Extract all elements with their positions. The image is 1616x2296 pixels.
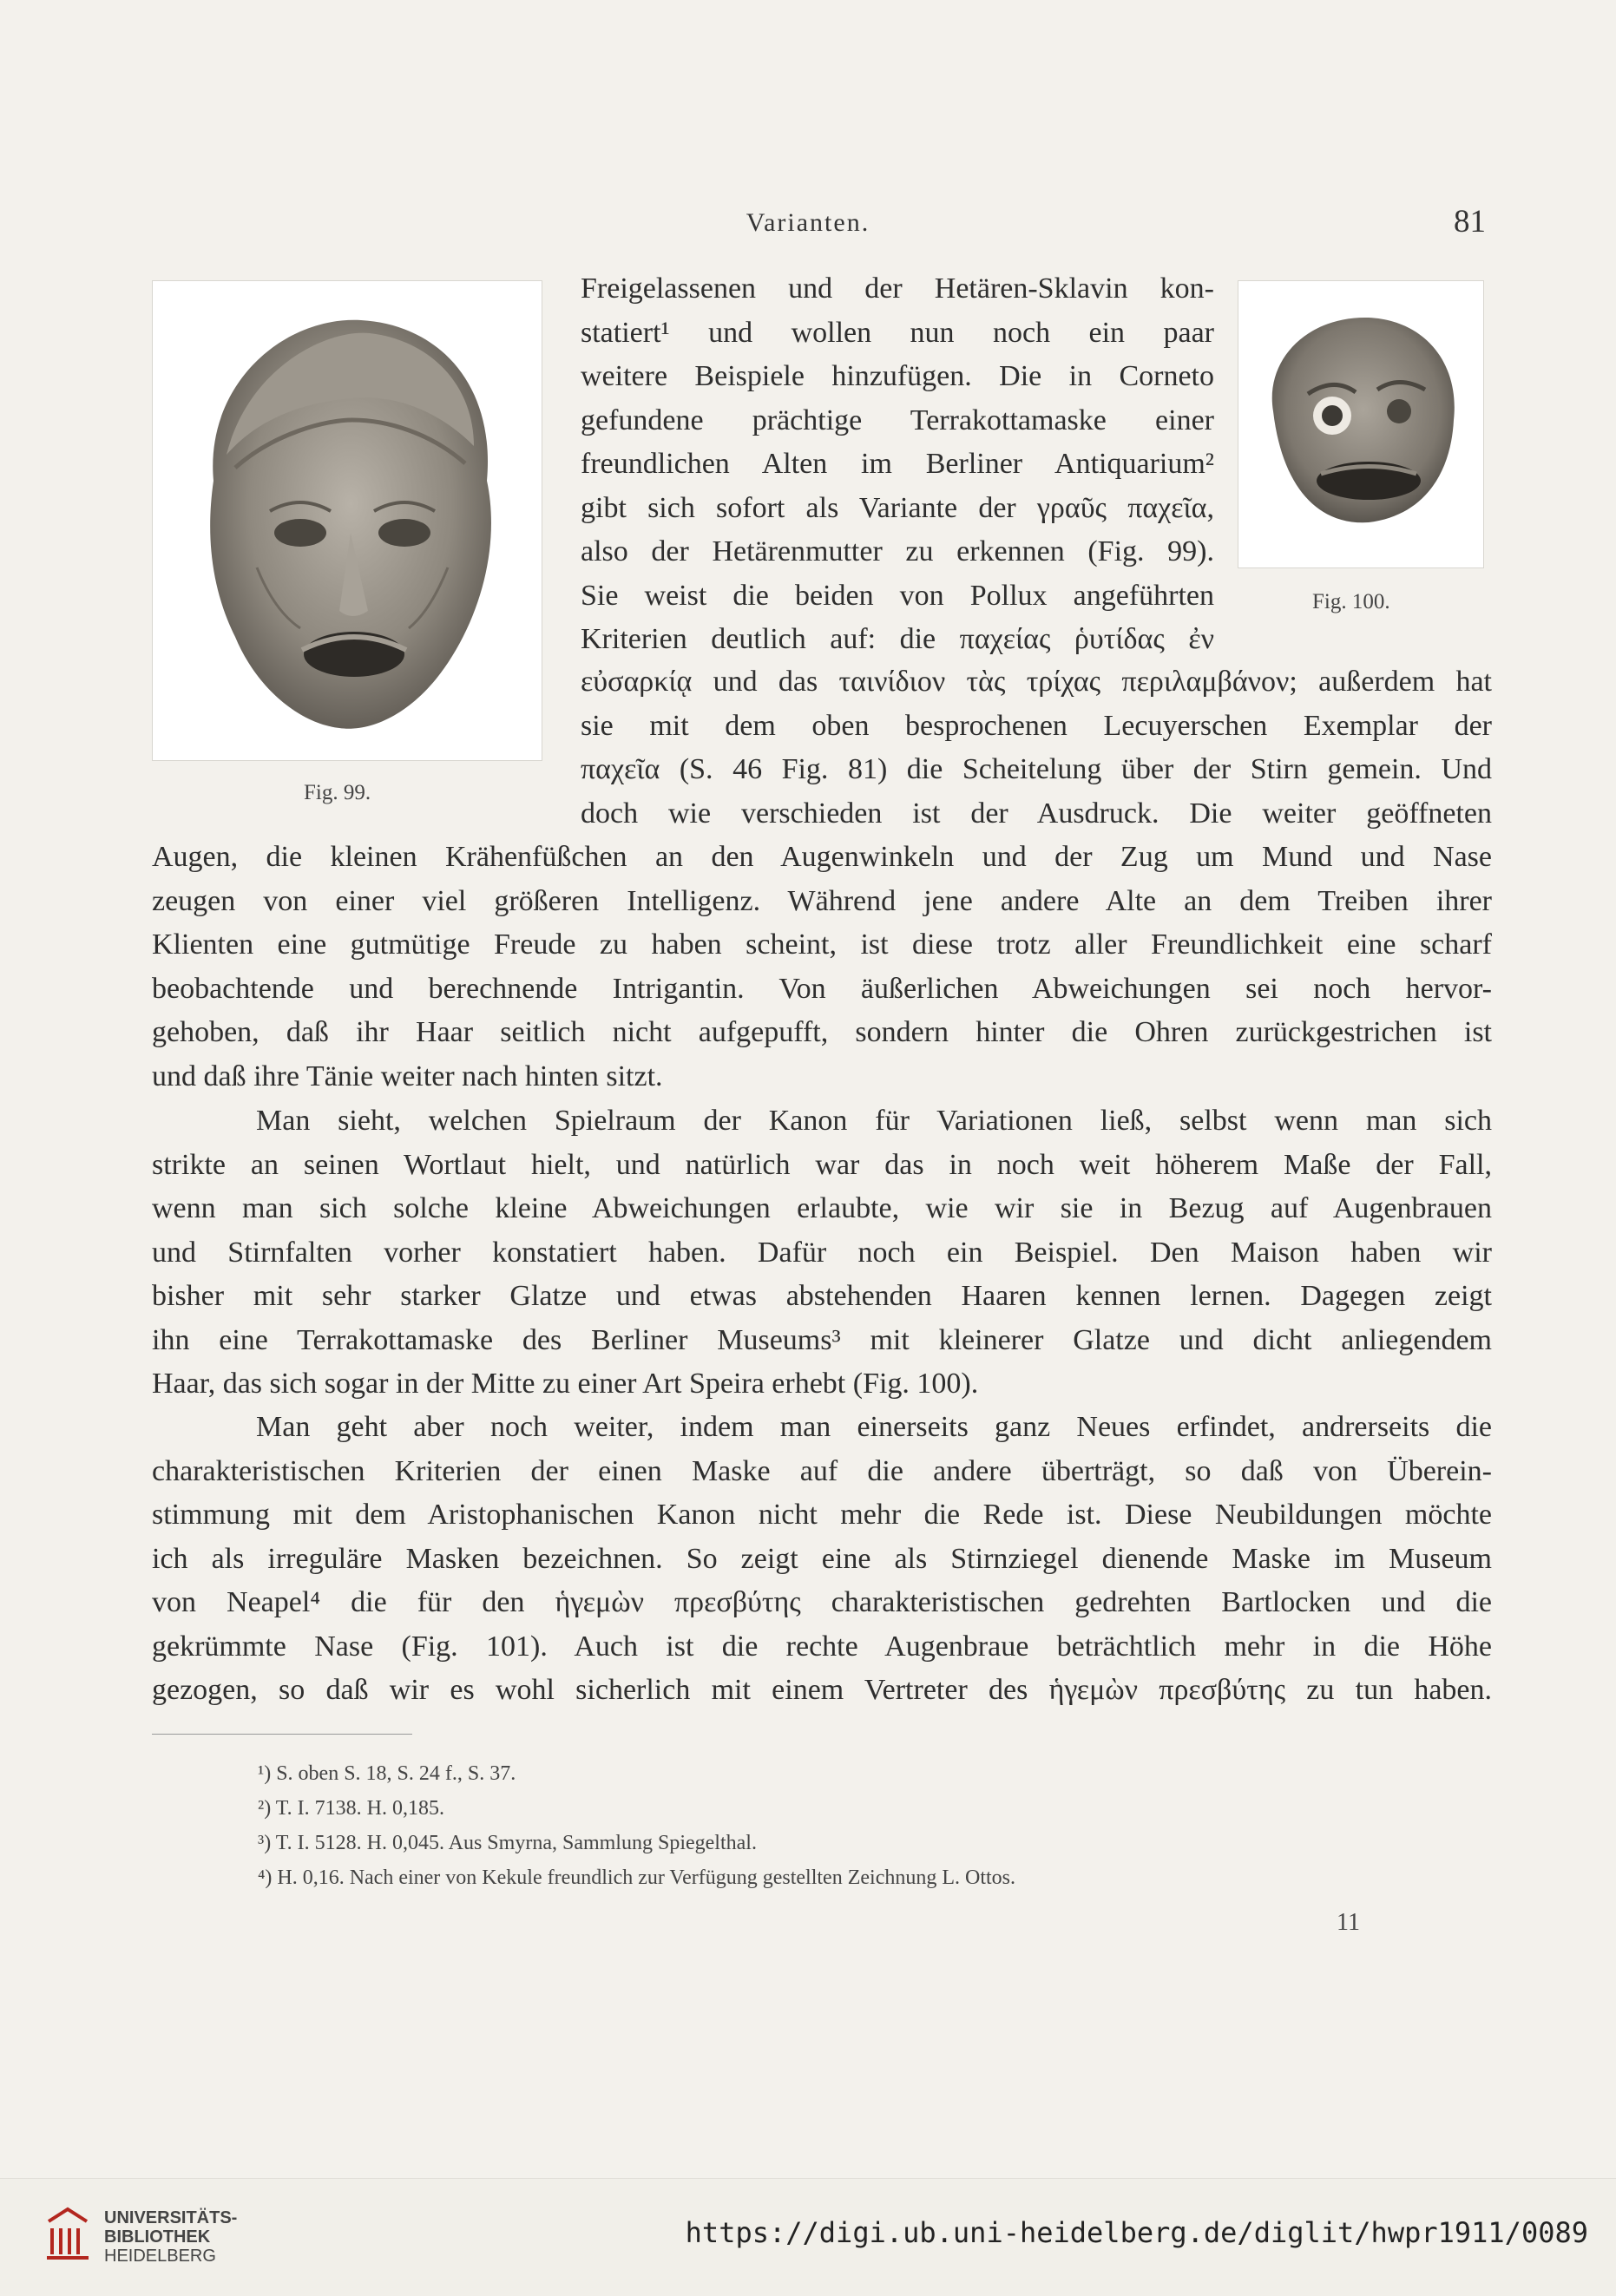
paragraph-3: [152, 1406, 1492, 1713]
text-line: freundlichen Alten im Berliner Antiquarium²: [581, 448, 1214, 480]
text-line: und daß ihre Tänie weiter nach hinten sitzt.: [152, 1059, 663, 1092]
figure-100-caption: Fig. 100.: [1312, 590, 1390, 613]
text-line: ich als irreguläre Masken bezeichnen. So zeigt eine als Stirnziegel dienende Maske im Museum: [152, 1542, 1492, 1575]
library-name-line: BIBLIOTHEK: [104, 2227, 211, 2247]
text-line: gefundene prächtige Terrakottamaske einer: [581, 403, 1214, 436]
text-line: παχεῖα (S. 46 Fig. 81) die Scheitelung über der Stirn gemein. Und: [581, 753, 1492, 785]
text-line: Man sieht, welchen Spielraum der Kanon für Variationen ließ, selbst wenn man sich: [256, 1105, 1492, 1137]
footnotes: [258, 1756, 1015, 1895]
text-line: Freigelassenen und der Hetären-Sklavin kon-: [581, 272, 1214, 305]
text-line: bisher mit sehr starker Glatze und etwas abstehenden Haaren kennen lernen. Dagegen zeigt: [152, 1280, 1492, 1312]
library-name-line: UNIVERSITÄTS-: [104, 2208, 238, 2227]
figure-99-image: [152, 280, 542, 761]
text-line: weitere Beispiele hinzufügen. Die in Corneto: [581, 360, 1214, 392]
text-line: Haar, das sich sogar in der Mitte zu einer Art Speira erhebt (Fig. 100).: [152, 1368, 979, 1400]
text-line: gekrümmte Nase (Fig. 101). Auch ist die rechte Augenbraue beträchtlich mehr in die Höhe: [152, 1630, 1492, 1663]
figure-100-image: [1238, 280, 1484, 568]
text-line: εὐσαρκίᾳ und das ταινίδιον τὰς τρίχας περιλαμβάνον; außerdem hat: [581, 666, 1492, 698]
text-line: also der Hetärenmutter zu erkennen (Fig. 99).: [581, 535, 1214, 567]
permalink-url[interactable]: https://digi.ub.uni-heidelberg.de/diglit/hwpr1911/0089: [685, 2216, 1588, 2249]
mask-old-woman-illustration: [153, 281, 542, 760]
running-header: Varianten.: [746, 208, 870, 237]
text-column-wide: [581, 660, 1492, 836]
text-line: charakteristischen Kriterien der einen Maske auf die andere überträgt, so daß von Überein-: [152, 1454, 1492, 1487]
text-line: zeugen von einer viel größeren Intelligenz. Während jene andere Alte an dem Treiben ihrer: [152, 884, 1492, 917]
text-line: sie mit dem oben besprochenen Lecuyerschen Exemplar der: [581, 709, 1492, 742]
text-line: von Neapel⁴ die für den ἡγεμὼν πρεσβύτης charakteristischen gedrehten Bartlocken und die: [152, 1586, 1492, 1618]
mask-maison-illustration: [1238, 281, 1483, 567]
footnote-3: ³) T. I. 5128. H. 0,045. Aus Smyrna, Sammlung Spiegelthal.: [258, 1832, 757, 1854]
text-line: und Stirnfalten vorher konstatiert haben. Dafür noch ein Beispiel. Den Maison haben wir: [152, 1236, 1492, 1269]
paragraph-1: [152, 836, 1492, 1099]
text-line: beobachtende und berechnende Intrigantin. Von äußerlichen Abweichungen sei noch hervor-: [152, 972, 1492, 1005]
footnote-divider: [152, 1734, 412, 1735]
text-line: strikte an seinen Wortlaut hielt, und natürlich war das in noch weit höherem Maße der Fall,: [152, 1148, 1492, 1181]
footnote-1: ¹) S. oben S. 18, S. 24 f., S. 37.: [258, 1762, 516, 1785]
footnote-2: ²) T. I. 7138. H. 0,185.: [258, 1797, 444, 1820]
page-number: 81: [1454, 204, 1486, 239]
signature-mark: 11: [1337, 1909, 1360, 1936]
footnote-4: ⁴) H. 0,16. Nach einer von Kekule freundlich zur Verfügung gestellten Zeichnung L. Ottos.: [258, 1866, 1016, 1889]
text-line: Sie weist die beiden von Pollux angeführten: [581, 579, 1214, 612]
text-line: Klienten eine gutmütige Freude zu haben scheint, ist diese trotz aller Freundlichkeit eine scharf: [152, 928, 1492, 961]
library-name-line: HEIDELBERG: [104, 2247, 216, 2266]
text-line: Man geht aber noch weiter, indem man einerseits ganz Neues erfindet, andrerseits die: [256, 1411, 1492, 1443]
text-line: ihn eine Terrakottamaske des Berliner Museums³ mit kleinerer Glatze und dicht anliegendem: [152, 1323, 1492, 1356]
text-line: Kriterien deutlich auf: die παχείας ῥυτίδας ἐν: [581, 623, 1214, 655]
figure-99-caption: Fig. 99.: [304, 781, 371, 804]
text-line: gibt sich sofort als Variante der γραῦς παχεῖα,: [581, 491, 1214, 524]
text-line: gehoben, daß ihr Haar seitlich nicht aufgepufft, sondern hinter die Ohren zurückgestrichen ist: [152, 1016, 1492, 1048]
library-name[interactable]: [104, 2208, 237, 2266]
text-line: doch wie verschieden ist der Ausdruck. Die weiter geöffneten: [581, 797, 1492, 830]
text-line: stimmung mit dem Aristophanischen Kanon nicht mehr die Rede ist. Diese Neubildungen möchte: [152, 1499, 1492, 1531]
text-line: wenn man sich solche kleine Abweichungen erlaubte, wie wir sie in Bezug auf Augenbrauen: [152, 1192, 1492, 1224]
library-logo-icon[interactable]: [42, 2204, 94, 2265]
text-column-middle: [581, 267, 1214, 662]
text-line: gezogen, so daß wir es wohl sicherlich mit einem Vertreter des ἡγεμὼν πρεσβύτης zu tun haben.: [152, 1674, 1492, 1706]
text-line: Augen, die kleinen Krähenfüßchen an den Augenwinkeln und der Zug um Mund und Nase: [152, 841, 1492, 873]
text-line: statiert¹ und wollen nun noch ein paar: [581, 316, 1214, 349]
paragraph-2: [152, 1099, 1492, 1407]
